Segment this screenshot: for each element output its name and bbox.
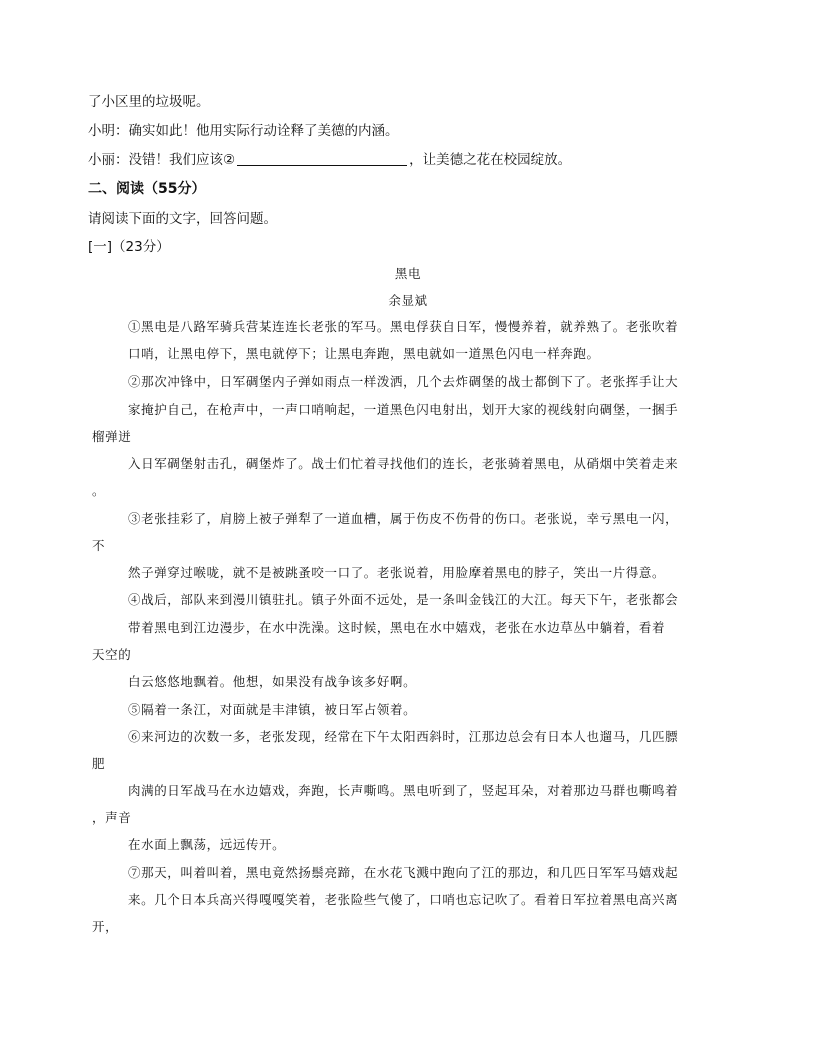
- article-line: ③老张挂彩了，肩膀上被子弹犁了一道血槽，属于伤皮不伤骨的伤口。老张说，幸亏黑电一闪，: [128, 511, 679, 526]
- article-line: ⑤隔着一条江，对面就是丰津镇，被日军占领着。: [128, 702, 417, 717]
- article-author: 余显斌: [388, 293, 428, 308]
- intro-line-2: 小明：确实如此！他用实际行动诠释了美德的内涵。: [88, 123, 399, 139]
- article-line: ，声音: [92, 810, 132, 825]
- article-line: 来。几个日本兵高兴得嘎嘎笑着，老张险些气傻了，口哨也忘记吹了。看着日军拉着黑电高兴离: [128, 892, 679, 907]
- article-line: ②那次冲锋中，日军碉堡内子弹如雨点一样泼洒，几个去炸碉堡的战士都倒下了。老张挥手让大: [128, 374, 679, 389]
- intro-line-3: [88, 151, 571, 169]
- article-line: ①黑电是八路军骑兵营某连连长老张的军马。黑电俘获自日军，慢慢养着，就养熟了。老张吹着: [128, 319, 679, 334]
- article-line: ④战后，部队来到漫川镇驻扎。镇子外面不远处，是一条叫金钱江的大江。每天下午，老张都会: [128, 592, 679, 607]
- intro-line-1: 了小区里的垃圾呢。: [88, 94, 210, 110]
- article-line: ⑦那天，叫着叫着，黑电竟然扬鬃亮蹄，在水花飞溅中跑向了江的那边，和几匹日军军马嬉戏起: [128, 865, 679, 880]
- intro-line-3-before: 小丽：没错！我们应该②: [88, 152, 236, 168]
- intro-line-3-after: ，让美德之花在校园绽放。: [409, 152, 572, 168]
- article-line: 开，: [92, 919, 119, 934]
- article-line: ⑥来河边的次数一多，老张发现，经常在下午太阳西斜时，江那边总会有日本人也遛马，几匹膘: [128, 729, 679, 744]
- article-line: 肥: [92, 756, 106, 771]
- article-line: 肉满的日军战马在水边嬉戏，奔跑，长声嘶鸣。黑电听到了，竖起耳朵，对着那边马群也嘶鸣着: [128, 783, 679, 798]
- article-line: 白云悠悠地飘着。他想，如果没有战争该多好啊。: [128, 674, 417, 689]
- section-instruction: 请阅读下面的文字，回答问题。: [88, 211, 277, 227]
- article-title: 黑电: [394, 266, 422, 281]
- article-line: 口哨，让黑电停下，黑电就停下；让黑电奔跑，黑电就如一道黑色闪电一样奔跑。: [128, 346, 600, 361]
- article-line: 不: [92, 538, 106, 553]
- answer-blank[interactable]: [237, 151, 407, 166]
- section-heading: 二、阅读（55分）: [88, 181, 206, 197]
- part-label: [一]（23分）: [88, 239, 170, 255]
- article-line: 带着黑电到江边漫步，在水中洗澡。这时候，黑电在水中嬉戏，老张在水边草丛中躺着，看着: [128, 620, 666, 635]
- article-line: 入日军碉堡射击孔，碉堡炸了。战士们忙着寻找他们的连长，老张骑着黑电，从硝烟中笑着走来: [128, 456, 679, 471]
- article-line: 榴弹迸: [92, 429, 132, 444]
- article-line: 家掩护自己，在枪声中，一声口哨响起，一道黑色闪电射出，划开大家的视线射向碉堡，一捆手: [128, 402, 679, 417]
- article-line: 天空的: [92, 647, 132, 662]
- article-line: 然子弹穿过喉咙，就不是被跳蚤咬一口了。老张说着，用脸摩着黑电的脖子，笑出一片得意。: [128, 565, 666, 580]
- article-line: 在水面上飘荡，远远传开。: [128, 837, 286, 852]
- article-line: 。: [92, 483, 106, 498]
